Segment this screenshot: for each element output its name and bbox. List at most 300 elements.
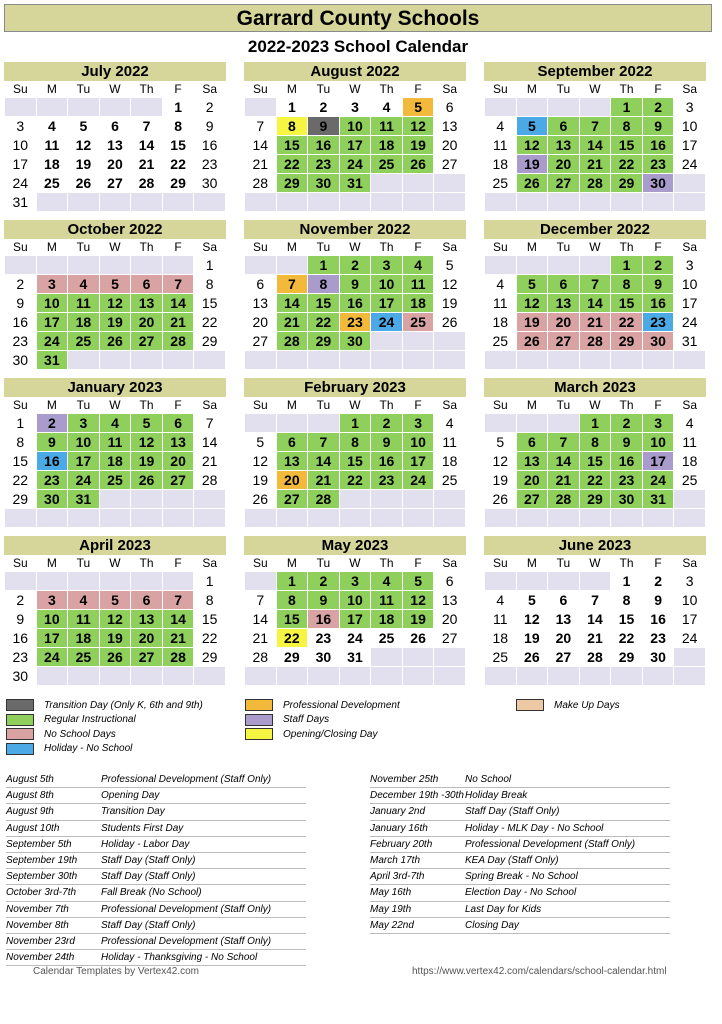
empty-day <box>99 572 131 591</box>
legend-column-3 <box>516 698 620 713</box>
legend-item <box>6 698 203 713</box>
calendar-day: 5 <box>68 117 100 136</box>
calendar-day: 19 <box>245 471 277 490</box>
calendar-day: 2 <box>36 414 68 433</box>
empty-day <box>548 98 580 117</box>
empty-day <box>485 572 517 591</box>
calendar-day: 6 <box>245 275 277 294</box>
weekday-header: F <box>642 398 674 414</box>
weekday-header: Su <box>485 82 517 98</box>
calendar-day: 17 <box>36 629 68 648</box>
calendar-day: 5 <box>516 591 548 610</box>
calendar-day: 23 <box>308 155 340 174</box>
empty-day <box>308 414 340 433</box>
calendar-day: 26 <box>99 332 131 351</box>
empty-day <box>371 193 403 212</box>
calendar-day: 30 <box>642 648 674 667</box>
event-row <box>370 772 670 788</box>
calendar-day: 20 <box>99 155 131 174</box>
calendar-day: 24 <box>36 332 68 351</box>
event-description: Last Day for Kids <box>465 903 542 915</box>
calendar-day: 27 <box>548 648 580 667</box>
calendar-day: 11 <box>36 136 68 155</box>
weekday-header: Tu <box>68 240 100 256</box>
weekday-header: Tu <box>548 398 580 414</box>
empty-day <box>194 509 226 528</box>
calendar-day: 23 <box>642 629 674 648</box>
event-description: Holiday Break <box>465 790 528 802</box>
empty-day <box>276 193 308 212</box>
empty-day <box>402 193 434 212</box>
event-date: November 25th <box>370 774 439 786</box>
calendar-day: 27 <box>162 471 194 490</box>
empty-day <box>579 572 611 591</box>
event-row <box>6 772 306 788</box>
empty-day <box>434 174 466 193</box>
calendar-day: 15 <box>611 136 643 155</box>
calendar-day: 27 <box>434 155 466 174</box>
empty-day <box>485 351 517 370</box>
calendar-day: 25 <box>402 313 434 332</box>
calendar-day: 4 <box>402 256 434 275</box>
month-title: July 2022 <box>4 62 226 81</box>
weekday-header: F <box>402 398 434 414</box>
calendar-day: 9 <box>339 275 371 294</box>
calendar-day: 24 <box>674 629 706 648</box>
calendar-day: 21 <box>245 155 277 174</box>
calendar-day: 28 <box>579 332 611 351</box>
calendar-day: 23 <box>611 471 643 490</box>
event-row <box>6 918 306 934</box>
legend-label: Holiday - No School <box>44 743 133 755</box>
calendar-day: 31 <box>674 332 706 351</box>
calendar-subtitle: 2022-2023 School Calendar <box>247 37 469 56</box>
calendar-day: 10 <box>36 610 68 629</box>
calendar-day: 29 <box>308 332 340 351</box>
calendar-day: 22 <box>308 313 340 332</box>
calendar-title: Garrard County Schools <box>4 4 712 32</box>
calendar-day: 14 <box>579 136 611 155</box>
calendar-day: 4 <box>674 414 706 433</box>
calendar-day: 18 <box>434 452 466 471</box>
calendar-day: 19 <box>402 136 434 155</box>
empty-day <box>434 509 466 528</box>
calendar-day: 6 <box>434 572 466 591</box>
empty-day <box>371 509 403 528</box>
calendar-day: 30 <box>611 490 643 509</box>
calendar-day: 9 <box>642 275 674 294</box>
weekday-header: Su <box>485 398 517 414</box>
empty-day <box>245 667 277 686</box>
calendar-day: 19 <box>99 629 131 648</box>
empty-day <box>611 509 643 528</box>
empty-day <box>642 351 674 370</box>
calendar-day: 19 <box>516 629 548 648</box>
event-date: April 3rd-7th <box>370 871 425 883</box>
weekday-header: F <box>642 556 674 572</box>
calendar-day: 13 <box>548 136 580 155</box>
calendar-day: 18 <box>371 136 403 155</box>
calendar-day: 31 <box>68 490 100 509</box>
empty-day <box>162 490 194 509</box>
event-row <box>6 885 306 901</box>
legend-swatch <box>6 728 34 740</box>
calendar-day: 16 <box>308 136 340 155</box>
empty-day <box>194 351 226 370</box>
empty-day <box>674 490 706 509</box>
empty-day <box>516 572 548 591</box>
month-calendar <box>244 378 466 528</box>
empty-day <box>308 509 340 528</box>
event-row <box>370 885 670 901</box>
calendar-day: 3 <box>339 98 371 117</box>
calendar-day: 25 <box>485 648 517 667</box>
calendar-day: 10 <box>371 275 403 294</box>
calendar-day: 21 <box>162 629 194 648</box>
calendar-day: 27 <box>245 332 277 351</box>
calendar-day: 23 <box>5 332 37 351</box>
calendar-day: 18 <box>485 155 517 174</box>
weekday-header: F <box>402 556 434 572</box>
calendar-day: 15 <box>339 452 371 471</box>
empty-day <box>131 98 163 117</box>
empty-day <box>434 332 466 351</box>
empty-day <box>371 648 403 667</box>
calendar-day: 11 <box>371 591 403 610</box>
weekday-header: M <box>36 240 68 256</box>
calendar-day: 28 <box>579 174 611 193</box>
weekday-header: Sa <box>674 556 706 572</box>
calendar-day: 26 <box>245 490 277 509</box>
calendar-day: 18 <box>485 629 517 648</box>
empty-day <box>402 351 434 370</box>
weekday-header: Su <box>245 556 277 572</box>
calendar-day: 31 <box>5 193 37 212</box>
empty-day <box>194 490 226 509</box>
legend-label: Professional Development <box>283 699 400 711</box>
empty-day <box>245 509 277 528</box>
empty-day <box>674 174 706 193</box>
calendar-day: 14 <box>308 452 340 471</box>
calendar-day: 13 <box>99 136 131 155</box>
weekday-header: Th <box>131 556 163 572</box>
empty-day <box>99 490 131 509</box>
events-list-left <box>6 772 306 966</box>
empty-day <box>245 256 277 275</box>
calendar-day: 20 <box>434 610 466 629</box>
calendar-day: 27 <box>131 648 163 667</box>
calendar-day: 16 <box>36 452 68 471</box>
empty-day <box>548 509 580 528</box>
calendar-day: 14 <box>162 294 194 313</box>
empty-day <box>516 351 548 370</box>
empty-day <box>339 490 371 509</box>
weekday-header: Sa <box>194 398 226 414</box>
weekday-header: Tu <box>308 398 340 414</box>
event-description: Professional Development (Staff Only) <box>465 838 636 850</box>
event-date: February 20th <box>370 838 433 850</box>
footer-credit: Calendar Templates by Vertex42.com <box>33 966 200 977</box>
calendar-day: 20 <box>245 313 277 332</box>
calendar-day: 8 <box>194 275 226 294</box>
legend-item <box>6 742 203 757</box>
calendar-day: 16 <box>194 136 226 155</box>
calendar-day: 4 <box>68 591 100 610</box>
calendar-day: 25 <box>371 155 403 174</box>
calendar-day: 1 <box>611 572 643 591</box>
calendar-day: 20 <box>131 629 163 648</box>
empty-day <box>131 572 163 591</box>
calendar-day: 3 <box>36 591 68 610</box>
calendar-day: 12 <box>516 294 548 313</box>
empty-day <box>5 256 37 275</box>
event-description: Election Day - No School <box>465 887 577 899</box>
month-title: August 2022 <box>244 62 466 81</box>
empty-day <box>516 193 548 212</box>
calendar-day: 21 <box>245 629 277 648</box>
empty-day <box>339 193 371 212</box>
calendar-day: 18 <box>674 452 706 471</box>
empty-day <box>485 98 517 117</box>
calendar-day: 25 <box>68 648 100 667</box>
calendar-day: 4 <box>485 591 517 610</box>
empty-day <box>516 509 548 528</box>
calendar-day: 13 <box>162 433 194 452</box>
empty-day <box>548 414 580 433</box>
weekday-header: Sa <box>674 82 706 98</box>
calendar-day: 4 <box>36 117 68 136</box>
event-description: Staff Day (Staff Only) <box>101 871 196 883</box>
event-row <box>6 853 306 869</box>
calendar-day: 14 <box>245 610 277 629</box>
empty-day <box>611 667 643 686</box>
empty-day <box>371 332 403 351</box>
empty-day <box>402 332 434 351</box>
weekday-header: Sa <box>674 398 706 414</box>
calendar-day: 15 <box>5 452 37 471</box>
empty-day <box>245 193 277 212</box>
weekday-header: Sa <box>434 82 466 98</box>
calendar-day: 16 <box>308 610 340 629</box>
calendar-day: 11 <box>68 294 100 313</box>
calendar-day: 24 <box>402 471 434 490</box>
calendar-day: 3 <box>36 275 68 294</box>
calendar-day: 24 <box>642 471 674 490</box>
empty-day <box>642 667 674 686</box>
empty-day <box>99 98 131 117</box>
empty-day <box>276 414 308 433</box>
calendar-day: 5 <box>485 433 517 452</box>
calendar-day: 2 <box>371 414 403 433</box>
event-row <box>370 869 670 885</box>
empty-day <box>485 256 517 275</box>
calendar-day: 16 <box>642 610 674 629</box>
calendar-day: 23 <box>5 648 37 667</box>
calendar-day: 8 <box>276 591 308 610</box>
legend-item <box>6 713 203 728</box>
calendar-day: 7 <box>131 117 163 136</box>
calendar-day: 21 <box>579 313 611 332</box>
calendar-day: 6 <box>131 275 163 294</box>
calendar-day: 17 <box>5 155 37 174</box>
calendar-day: 9 <box>36 433 68 452</box>
weekday-header: Sa <box>674 240 706 256</box>
legend-swatch <box>245 714 273 726</box>
calendar-day: 16 <box>371 452 403 471</box>
empty-day <box>516 98 548 117</box>
event-date: May 22nd <box>370 919 414 931</box>
calendar-day: 18 <box>36 155 68 174</box>
empty-day <box>162 256 194 275</box>
empty-day <box>245 98 277 117</box>
calendar-day: 12 <box>131 433 163 452</box>
calendar-day: 17 <box>371 294 403 313</box>
calendar-day: 11 <box>485 610 517 629</box>
empty-day <box>131 667 163 686</box>
calendar-day: 20 <box>434 136 466 155</box>
legend-swatch <box>516 699 544 711</box>
calendar-day: 9 <box>308 117 340 136</box>
calendar-day: 19 <box>516 313 548 332</box>
calendar-day: 27 <box>276 490 308 509</box>
calendar-day: 6 <box>434 98 466 117</box>
empty-day <box>548 667 580 686</box>
calendar-day: 22 <box>611 155 643 174</box>
event-description: Staff Day (Staff Only) <box>465 806 560 818</box>
calendar-day: 10 <box>5 136 37 155</box>
empty-day <box>434 667 466 686</box>
event-description: Professional Development (Staff Only) <box>101 903 272 915</box>
calendar-day: 8 <box>162 117 194 136</box>
calendar-day: 3 <box>339 572 371 591</box>
event-date: August 8th <box>6 790 54 802</box>
weekday-header: W <box>579 556 611 572</box>
calendar-day: 7 <box>162 591 194 610</box>
event-description: KEA Day (Staff Only) <box>465 855 559 867</box>
empty-day <box>36 509 68 528</box>
calendar-day: 11 <box>485 294 517 313</box>
calendar-day: 30 <box>5 351 37 370</box>
calendar-day: 7 <box>194 414 226 433</box>
calendar-day: 18 <box>402 294 434 313</box>
calendar-day: 13 <box>434 591 466 610</box>
empty-day <box>308 667 340 686</box>
calendar-day: 23 <box>36 471 68 490</box>
calendar-day: 5 <box>434 256 466 275</box>
weekday-header: W <box>579 82 611 98</box>
calendar-day: 25 <box>485 332 517 351</box>
month-calendar <box>484 220 706 370</box>
calendar-day: 30 <box>642 332 674 351</box>
calendar-day: 7 <box>579 275 611 294</box>
calendar-day: 29 <box>611 174 643 193</box>
calendar-day: 1 <box>308 256 340 275</box>
event-description: Opening Day <box>101 790 160 802</box>
calendar-day: 6 <box>548 591 580 610</box>
calendar-day: 17 <box>642 452 674 471</box>
empty-day <box>68 572 100 591</box>
calendar-day: 12 <box>516 136 548 155</box>
weekday-header: W <box>99 398 131 414</box>
weekday-header: M <box>36 556 68 572</box>
calendar-day: 10 <box>402 433 434 452</box>
empty-day <box>371 490 403 509</box>
calendar-day: 10 <box>339 117 371 136</box>
empty-day <box>194 667 226 686</box>
empty-day <box>245 414 277 433</box>
calendar-day: 25 <box>371 629 403 648</box>
weekday-header: M <box>36 82 68 98</box>
legend-item <box>245 727 400 742</box>
empty-day <box>36 572 68 591</box>
weekday-header: Th <box>371 556 403 572</box>
event-description: Staff Day (Staff Only) <box>101 855 196 867</box>
empty-day <box>402 174 434 193</box>
empty-day <box>162 193 194 212</box>
event-date: August 10th <box>6 822 60 834</box>
event-row <box>6 950 306 966</box>
calendar-day: 31 <box>339 174 371 193</box>
calendar-day: 24 <box>68 471 100 490</box>
empty-day <box>162 667 194 686</box>
calendar-day: 13 <box>548 294 580 313</box>
calendar-day: 17 <box>402 452 434 471</box>
calendar-day: 21 <box>308 471 340 490</box>
calendar-day: 30 <box>308 648 340 667</box>
event-row <box>6 804 306 820</box>
empty-day <box>162 572 194 591</box>
event-description: Holiday - MLK Day - No School <box>465 822 604 834</box>
calendar-day: 29 <box>611 332 643 351</box>
events-list-right <box>370 772 670 934</box>
calendar-day: 10 <box>674 275 706 294</box>
empty-day <box>99 509 131 528</box>
calendar-day: 7 <box>579 117 611 136</box>
calendar-day: 26 <box>99 648 131 667</box>
calendar-day: 19 <box>485 471 517 490</box>
empty-day <box>68 351 100 370</box>
calendar-day: 11 <box>674 433 706 452</box>
calendar-day: 22 <box>194 629 226 648</box>
month-calendar <box>244 220 466 370</box>
weekday-header: Su <box>5 82 37 98</box>
weekday-header: Su <box>245 82 277 98</box>
empty-day <box>485 414 517 433</box>
weekday-header: Th <box>611 398 643 414</box>
weekday-header: Su <box>485 240 517 256</box>
calendar-day: 20 <box>548 313 580 332</box>
empty-day <box>434 351 466 370</box>
empty-day <box>68 256 100 275</box>
calendar-day: 27 <box>131 332 163 351</box>
calendar-day: 7 <box>276 275 308 294</box>
calendar-day: 20 <box>276 471 308 490</box>
empty-day <box>276 256 308 275</box>
event-date: May 16th <box>370 887 412 899</box>
empty-day <box>194 193 226 212</box>
calendar-day: 18 <box>485 313 517 332</box>
empty-day <box>579 667 611 686</box>
event-date: January 2nd <box>370 806 426 818</box>
empty-day <box>402 667 434 686</box>
calendar-day: 3 <box>674 572 706 591</box>
calendar-day: 22 <box>276 155 308 174</box>
legend-label: Opening/Closing Day <box>283 728 378 740</box>
event-row <box>370 918 670 934</box>
empty-day <box>579 351 611 370</box>
weekday-header: M <box>276 82 308 98</box>
calendar-day: 11 <box>99 433 131 452</box>
